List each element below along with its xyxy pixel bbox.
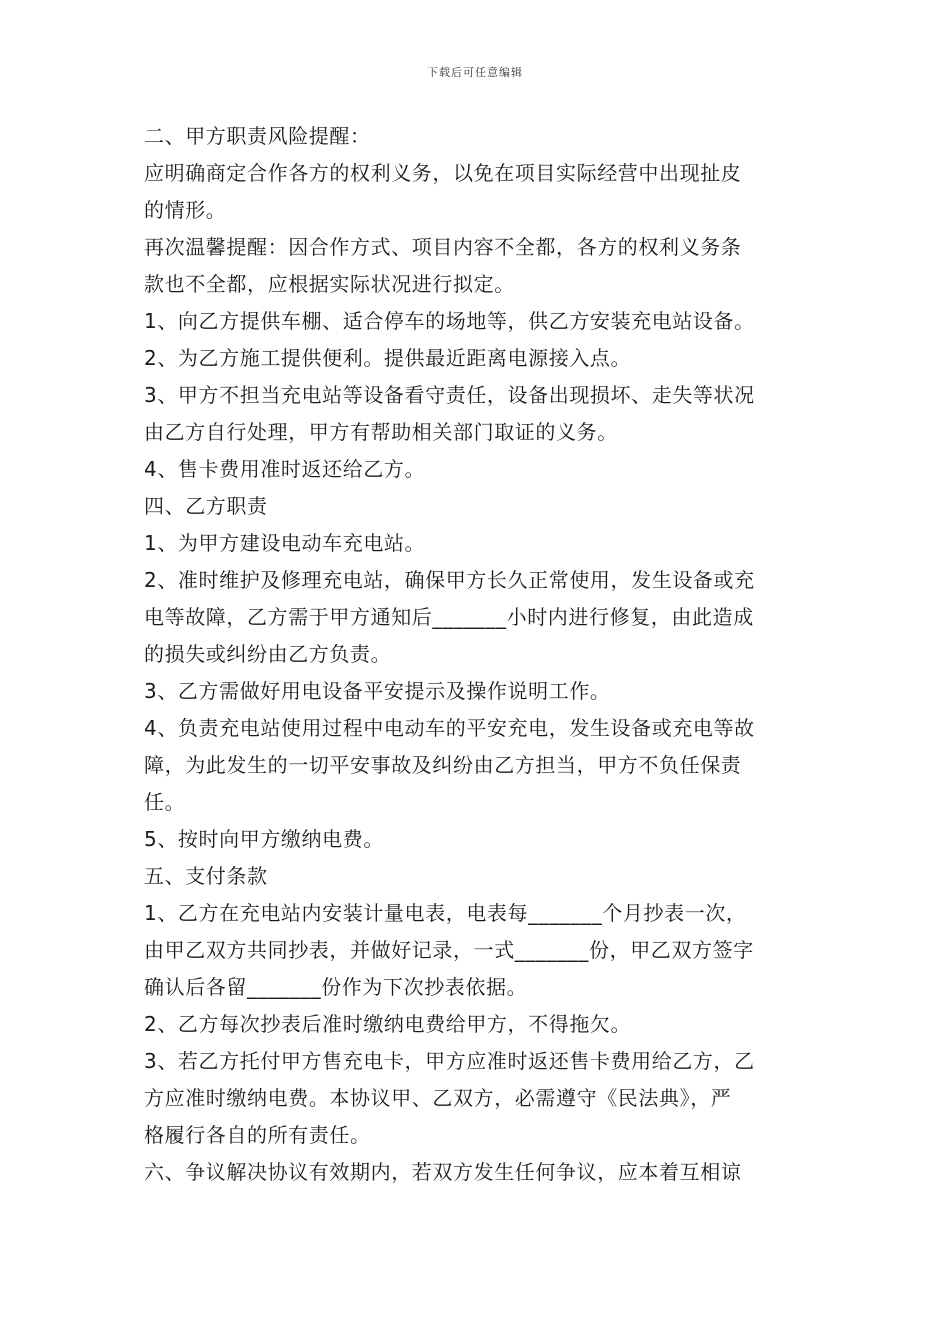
text-line: 格履行各自的所有责任。	[144, 1123, 371, 1147]
text-line: 障，为此发生的一切平安事故及纠纷由乙方担当，甲方不负任保责	[144, 753, 742, 777]
text-line: 由乙方自行处理，甲方有帮助相关部门取证的义务。	[144, 420, 618, 444]
text-line: 1、为甲方建设电动车充电站。	[144, 531, 426, 555]
text-line: 应明确商定合作各方的权利义务，以免在项目实际经营中出现扯皮	[144, 161, 742, 185]
text-line: 二、甲方职责风险提醒：	[144, 124, 371, 148]
text-line: 2、准时维护及修理充电站，确保甲方长久正常使用，发生设备或充	[144, 568, 755, 592]
text-line: 六、争议解决协议有效期内，若双方发生任何争议，应本着互相谅	[144, 1160, 742, 1184]
text-line: 2、乙方每次抄表后准时缴纳电费给甲方，不得拖欠。	[144, 1012, 632, 1036]
text-line: 的损失或纠纷由乙方负责。	[144, 642, 392, 666]
section-heading: 五、支付条款	[144, 864, 268, 888]
text-line: 3、甲方不担当充电站等设备看守责任，设备出现损坏、走失等状况	[144, 383, 755, 407]
text-line: 任。	[144, 790, 186, 814]
text-line: 1、乙方在充电站内安装计量电表，电表每_______个月抄表一次，	[144, 901, 747, 925]
text-line: 确认后各留_______份作为下次抄表依据。	[144, 975, 528, 999]
text-line: 5、按时向甲方缴纳电费。	[144, 827, 384, 851]
text-line: 的情形。	[144, 198, 227, 222]
text-line: 款也不全都，应根据实际状况进行拟定。	[144, 272, 515, 296]
text-line: 4、负责充电站使用过程中电动车的平安充电，发生设备或充电等故	[144, 716, 755, 740]
text-line: 方应准时缴纳电费。本协议甲、乙双方，必需遵守《民法典》，严	[144, 1086, 732, 1110]
text-line: 4、售卡费用准时返还给乙方。	[144, 457, 426, 481]
text-line: 2、为乙方施工提供便利。提供最近距离电源接入点。	[144, 346, 632, 370]
text-line: 3、若乙方托付甲方售充电卡，甲方应准时返还售卡费用给乙方，乙	[144, 1049, 755, 1073]
section-heading: 四、乙方职责	[144, 494, 268, 518]
text-line: 1、向乙方提供车棚、适合停车的场地等，供乙方安装充电站设备。	[144, 309, 755, 333]
text-line: 由甲乙双方共同抄表，并做好记录，一式_______份，甲乙双方签字	[144, 938, 754, 962]
text-line: 电等故障，乙方需于甲方通知后_______小时内进行修复，由此造成	[144, 605, 754, 629]
document-body	[144, 118, 808, 1191]
page-header: 下载后可任意编辑	[427, 66, 523, 79]
text-line: 再次温馨提醒：因合作方式、项目内容不全都，各方的权利义务条	[144, 235, 742, 259]
text-line: 3、乙方需做好用电设备平安提示及操作说明工作。	[144, 679, 611, 703]
